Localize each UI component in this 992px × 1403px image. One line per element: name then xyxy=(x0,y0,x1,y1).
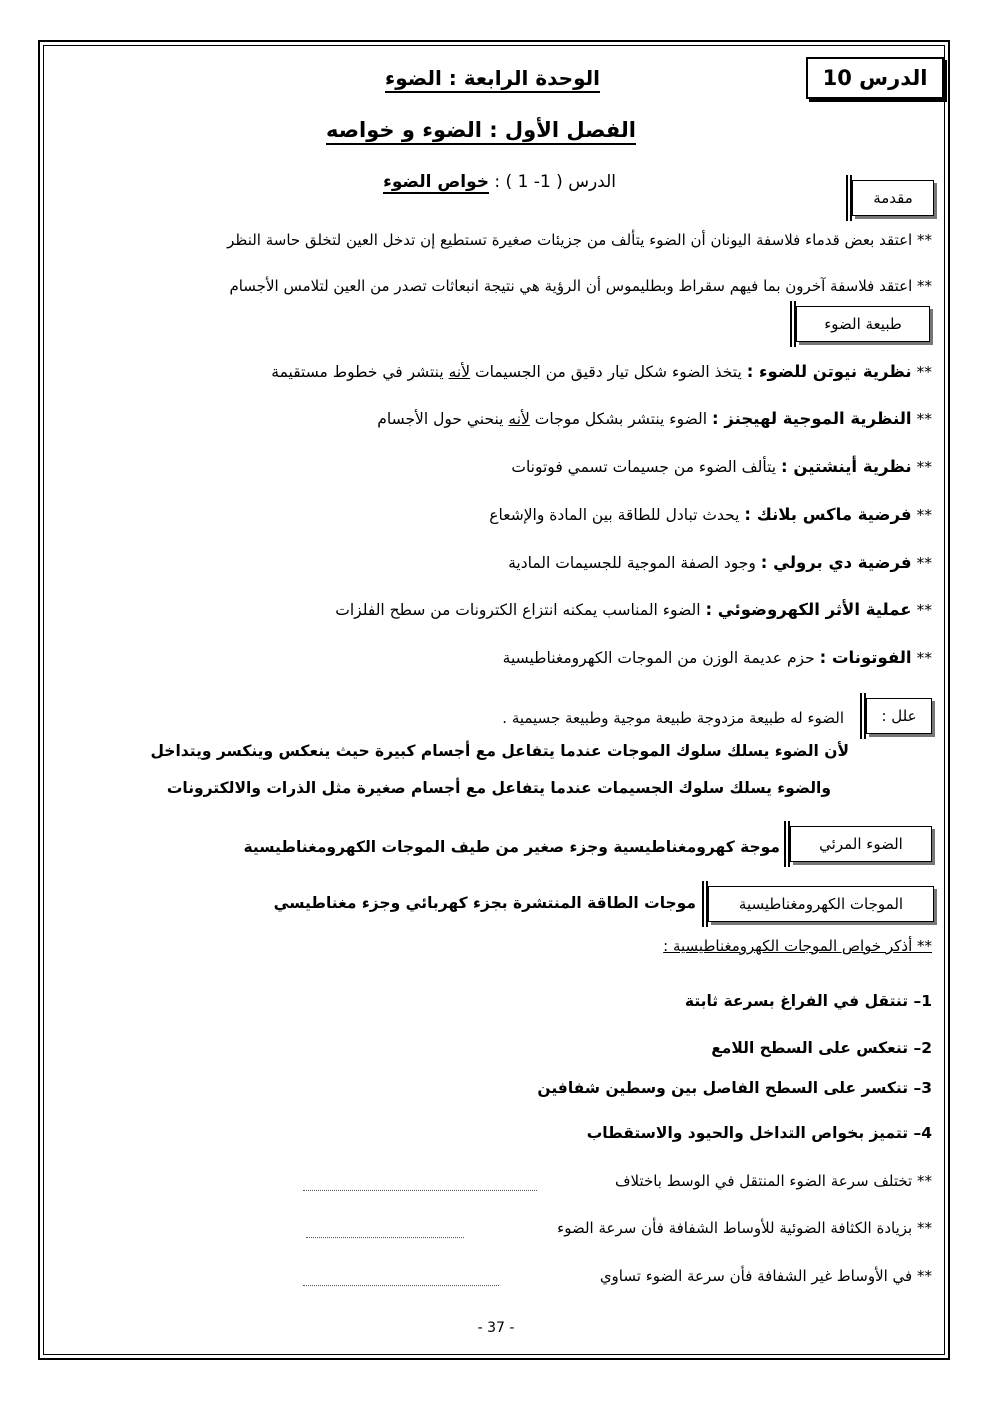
property-item-2: 2– تنعكس على السطح اللامع xyxy=(711,1039,932,1057)
theory-term: الفوتونات : xyxy=(819,648,912,667)
theory-rest: ينتشر في خطوط مستقيمة xyxy=(271,363,449,381)
theory-line xyxy=(489,505,932,524)
theory-prefix: ** xyxy=(911,410,932,428)
theory-term: فرضية ماكس بلانك : xyxy=(744,505,912,524)
tag-em-waves: الموجات الكهرومغناطيسية xyxy=(708,886,934,922)
theory-prefix: ** xyxy=(911,458,932,476)
theory-term: عملية الأثر الكهروضوئي : xyxy=(705,600,912,619)
theory-term: النظرية الموجية لهيجنز : xyxy=(711,409,912,428)
theory-line xyxy=(508,553,932,572)
tag-nature-of-light: طبيعة الضوء xyxy=(796,306,930,342)
blank-line-1 xyxy=(303,1189,537,1191)
theory-line xyxy=(271,362,932,381)
lesson-number-box: الدرس 10 xyxy=(806,57,944,99)
theory-prefix: ** xyxy=(911,649,932,667)
theory-prefix: ** xyxy=(911,363,932,381)
chapter-title: الفصل الأول : الضوء و خواصه xyxy=(326,118,636,145)
theory-link-word: لأنه xyxy=(448,363,471,381)
blank-line-3 xyxy=(303,1284,499,1286)
theory-rest: ينحني حول الأجسام xyxy=(377,410,509,428)
lesson-title: خواص الضوء xyxy=(383,172,489,192)
theory-prefix: ** xyxy=(911,554,932,572)
theory-text: حزم عديمة الوزن من الموجات الكهرومغناطيسية xyxy=(502,649,820,667)
unit-title: الوحدة الرابعة : الضوء xyxy=(385,66,600,93)
explain-answer-1: لأن الضوء يسلك سلوك الموجات عندما يتفاعل مع أجسام كبيرة حيث ينعكس وينكسر ويتداخل xyxy=(150,742,849,760)
property-item-1: 1– تنتقل في الفراغ بسرعة ثابتة xyxy=(684,992,932,1010)
theory-prefix: ** xyxy=(911,601,932,619)
tag-intro: مقدمة xyxy=(852,180,934,216)
tag-explain: علل : xyxy=(866,698,932,734)
visible-light-definition: موجة كهرومغناطيسية وجزء صغير من طيف الموجات الكهرومغناطيسية xyxy=(243,838,780,856)
theory-line xyxy=(511,457,932,476)
intro-line-1: ** اعتقد بعض قدماء فلاسفة اليونان أن الضوء يتألف من جزيئات صغيرة تستطيع إن تدخل العين لتخلق حاسة النظر xyxy=(227,231,932,249)
lesson-heading xyxy=(383,172,616,192)
tag-visible-light: الضوء المرئي xyxy=(790,826,932,862)
theory-text: يتخذ الضوء شكل تيار دقيق من الجسيمات xyxy=(470,363,747,381)
theory-line xyxy=(503,648,932,667)
theory-term: نظرية نيوتن للضوء : xyxy=(746,362,912,381)
lesson-label: الدرس ( 1- 1 ) : xyxy=(494,172,616,192)
property-item-3: 3– تنكسر على السطح الفاصل بين وسطين شفافين xyxy=(537,1079,932,1097)
page-number: - 37 - xyxy=(477,1320,515,1336)
intro-line-2: ** اعتقد فلاسفة آخرون بما فيهم سقراط وبطليموس أن الرؤية هي نتيجة انبعاثات تصدر من العين لتلامس الأجسام xyxy=(229,277,932,295)
fill-in-2: ** بزيادة الكثافة الضوئية للأوساط الشفافة فأن سرعة الضوء xyxy=(557,1219,932,1237)
properties-heading: ** أذكر خواص الموجات الكهرومغناطيسية : xyxy=(663,937,932,955)
theory-line xyxy=(377,409,932,428)
theory-link-word: لأنه xyxy=(508,410,530,428)
theory-text: الضوء المناسب يمكنه انتزاع الكترونات من سطح الفلزات xyxy=(335,601,706,619)
theory-text: الضوء ينتشر بشكل موجات xyxy=(529,410,712,428)
theory-text: يتألف الضوء من جسيمات تسمي فوتونات xyxy=(511,458,782,476)
fill-in-3: ** في الأوساط غير الشفافة فأن سرعة الضوء تساوي xyxy=(599,1267,932,1285)
explain-question: الضوء له طبيعة مزدوجة طبيعة موجية وطبيعة جسيمية . xyxy=(502,709,844,727)
fill-in-1: ** تختلف سرعة الضوء المنتقل في الوسط باختلاف xyxy=(614,1172,932,1190)
theory-line xyxy=(335,600,932,619)
theory-text: يحدث تبادل للطاقة بين المادة والإشعاع xyxy=(489,506,745,524)
theory-prefix: ** xyxy=(911,506,932,524)
theory-text: وجود الصفة الموجية للجسيمات المادية xyxy=(508,554,761,572)
blank-line-2 xyxy=(306,1236,464,1238)
property-item-4: 4– تتميز بخواص التداخل والحيود والاستقطاب xyxy=(586,1124,932,1142)
theory-term: نظرية أينشتين : xyxy=(781,457,912,476)
explain-answer-2: والضوء يسلك سلوك الجسيمات عندما يتفاعل مع أجسام صغيرة مثل الذرات والالكترونات xyxy=(166,779,831,797)
em-waves-definition: موجات الطاقة المنتشرة بجزء كهربائي وجزء مغناطيسي xyxy=(273,894,696,912)
theory-term: فرضية دي برولي : xyxy=(760,553,912,572)
